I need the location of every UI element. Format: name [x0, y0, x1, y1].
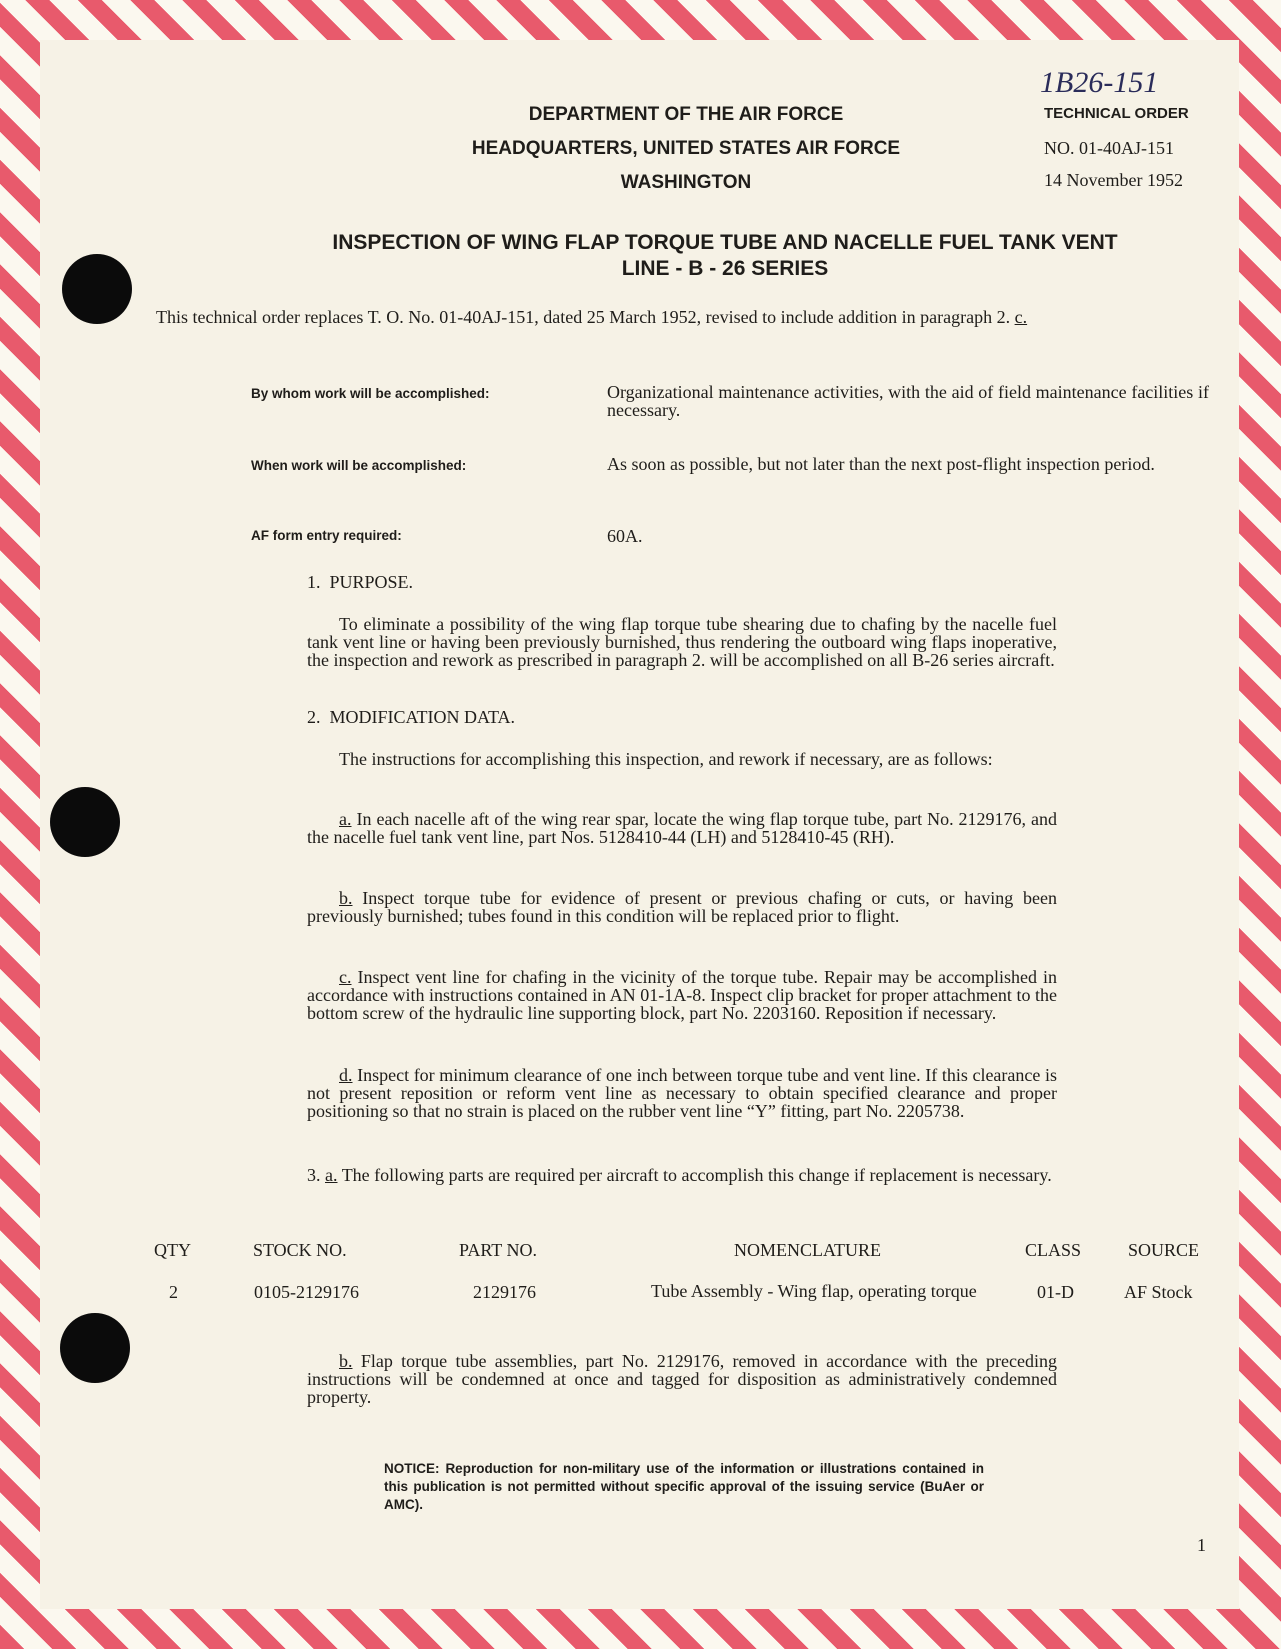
table-row-qty: 2 [169, 1282, 178, 1302]
notice [384, 1460, 984, 1514]
info-label-af-form: AF form entry required: [251, 528, 402, 543]
info-label-when: When work will be accomplished: [251, 458, 467, 473]
table-row-source: AF Stock [1124, 1282, 1193, 1302]
table-row-nomenclature: Tube Assembly - Wing flap, operating torque [651, 1281, 977, 1301]
section-3-number: 3. [307, 1165, 321, 1185]
technical-order-date: 14 November 1952 [1044, 170, 1183, 190]
item-b-letter: b. [339, 888, 353, 908]
table-header-stock: STOCK NO. [253, 1240, 347, 1260]
table-header-source: SOURCE [1128, 1240, 1200, 1260]
section-3-letter-b: b. [339, 1351, 353, 1371]
document-title [200, 230, 1250, 282]
intro-text: This technical order replaces T. O. No. 01-40AJ-151, dated 25 March 1952, revised to include addition in paragraph [156, 307, 993, 327]
table-row-stock: 0105-2129176 [254, 1282, 359, 1302]
technical-order-number: NO. 01-40AJ-151 [1044, 138, 1174, 158]
title-line-2: LINE - B - 26 SERIES [621, 257, 829, 280]
item-d-text: Inspect for minimum clearance of one inch between torque tube and vent line. If this clearance is not present reposition or reform vent line as necessary to obtain specified clearance and proper positioning so that no strain is placed on the rubber vent line “Y” fitting, part No. 2205738. [307, 1065, 1057, 1121]
section-3-letter-a: a. [325, 1165, 338, 1185]
notice-text: Reproduction for non-military use of the information or illustrations contained in this publication is not permitted without specific approval of the issuing service (BuAer or AMC). [384, 1461, 984, 1512]
section-3-a [307, 1166, 1057, 1184]
section-1-text: To eliminate a possibility of the wing flap torque tube shearing due to chafing by the nacelle fuel tank vent line or having been previously burnished, thus rendering the outboard wing flaps inoperative, the inspection and rework as prescribed in paragraph 2. will be accomplished on all B-26 series aircraft. [307, 614, 1057, 670]
section-2-heading: 2. MODIFICATION DATA. [307, 707, 516, 727]
table-row-part: 2129176 [473, 1282, 536, 1302]
table-header-part: PART NO. [459, 1240, 537, 1260]
section-2-item-d [307, 1066, 1057, 1120]
item-c-text: Inspect vent line for chafing in the vicinity of the torque tube. Repair may be accomplished in accordance with instructions contained in AN 01-1A-8. Inspect clip bracket for proper attachment to the bottom screw of the hydraulic line supporting block, part No. 2203160. Reposition if necessary. [307, 967, 1057, 1023]
info-value-by-whom: Organizational maintenance activities, with the aid of field maintenance facilities if necessary. [607, 382, 1209, 420]
item-a-text: In each nacelle aft of the wing rear spar, locate the wing flap torque tube, part No. 2129176, and the nacelle fuel tank vent line, part Nos. 5128410-44 (LH) and 5128410-45 (RH). [307, 809, 1058, 847]
item-a-letter: a. [339, 809, 352, 829]
table-header-class: CLASS [1025, 1240, 1082, 1260]
section-2-intro: The instructions for accomplishing this inspection, and rework if necessary, are as follows: [339, 749, 993, 769]
table-header-nomenclature: NOMENCLATURE [734, 1240, 881, 1260]
section-3-b [307, 1352, 1057, 1406]
section-2-item-b [307, 889, 1057, 925]
intro-ref-number: 2. [996, 307, 1011, 327]
table-row-class: 01-D [1037, 1282, 1074, 1302]
item-c-letter: c. [339, 967, 352, 987]
section-3-text-b: Flap torque tube assemblies, part No. 2129176, removed in accordance with the preceding instructions will be condemned at once and tagged for disposition as administratively condemned property. [307, 1351, 1057, 1407]
header-headquarters: HEADQUARTERS, UNITED STATES AIR FORCE [471, 138, 901, 159]
page-number: 1 [1197, 1535, 1206, 1555]
technical-order-label: TECHNICAL ORDER [1044, 105, 1189, 122]
handwritten-note: 1B26-151 [1040, 66, 1159, 99]
header-department: DEPARTMENT OF THE AIR FORCE [528, 104, 844, 125]
info-label-by-whom: By whom work will be accomplished: [251, 386, 490, 401]
intro-ref-letter: c. [1014, 307, 1028, 327]
binder-hole-top [62, 254, 132, 324]
info-value-af-form: 60A. [607, 526, 643, 546]
section-3-text-a: The following parts are required per aircraft to accomplish this change if replacement is necessary. [341, 1165, 1052, 1185]
table-header-qty: QTY [154, 1240, 191, 1260]
intro-paragraph [156, 306, 1208, 328]
item-d-letter: d. [339, 1065, 353, 1085]
info-value-when: As soon as possible, but not later than the next post-flight inspection period. [607, 454, 1155, 474]
binder-hole-middle [50, 787, 120, 857]
binder-hole-bottom [60, 1313, 130, 1383]
section-2-item-a [307, 810, 1057, 846]
notice-label: NOTICE: [384, 1461, 440, 1476]
section-1-heading: 1. PURPOSE. [307, 572, 414, 592]
section-2-item-c [307, 968, 1057, 1022]
header-location: WASHINGTON [620, 172, 752, 193]
title-line-1: INSPECTION OF WING FLAP TORQUE TUBE AND NACELLE FUEL TANK VENT [332, 231, 1118, 254]
item-b-text: Inspect torque tube for evidence of present or previous chafing or cuts, or having been previously burnished; tubes found in this condition will be replaced prior to flight. [307, 888, 1058, 926]
